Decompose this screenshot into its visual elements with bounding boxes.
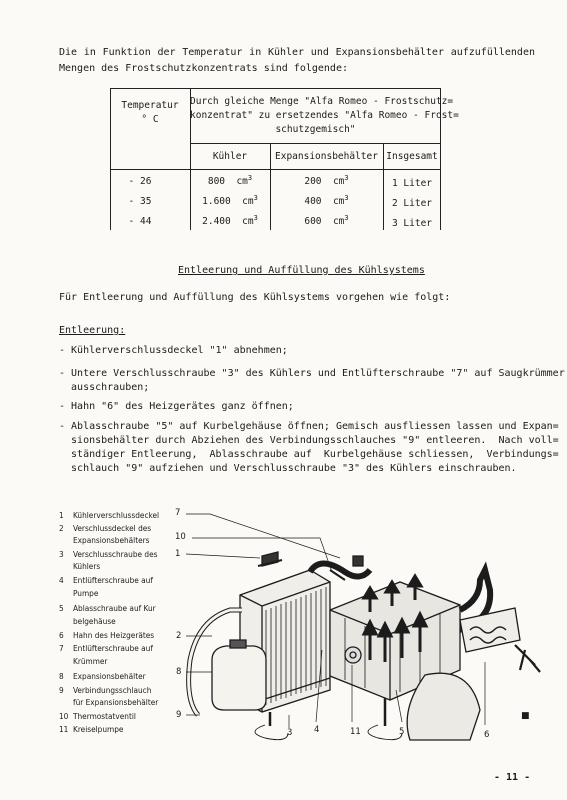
row3-total: 3 Liter <box>391 218 433 229</box>
page-number: - 11 - <box>494 772 531 783</box>
cooling-system-diagram <box>170 500 545 750</box>
row3-temp: - 44 <box>128 216 152 227</box>
step-4-line-1: - Ablasschraube "5" auf Kurbelgehäuse öffnen; Gemisch ausfliessen lassen und Expan= <box>59 421 559 432</box>
label-8: 8 <box>176 667 182 677</box>
row1-kuehler: 800 $cm^3$ <box>207 173 253 187</box>
intro-line-1: Die in Funktion der Temperatur in Kühler und Expansionsbehälter aufzufüllenden <box>59 47 535 58</box>
label-7: 7 <box>175 508 181 518</box>
section-intro: Für Entleerung und Auffüllung des Kühlsystems vorgehen wie folgt: <box>59 292 451 303</box>
label-9: 9 <box>176 710 182 720</box>
label-4: 4 <box>314 725 320 735</box>
row1-total: 1 Liter <box>391 178 433 189</box>
step-2-line-1: - Untere Verschlusschraube "3" des Kühlers und Entlüfterschraube "7" auf Saugkrümmer <box>59 368 565 379</box>
row2-total: 2 Liter <box>391 198 433 209</box>
label-3: 3 <box>287 728 293 738</box>
label-2: 2 <box>176 631 182 641</box>
expansion-tank-graphic <box>212 640 266 710</box>
svg-text:■: ■ <box>521 711 530 721</box>
step-1: - Kühlerverschlussdeckel "1" abnehmen; <box>59 345 288 356</box>
head-group-1: Durch gleiche Menge "Alfa Romeo - Frostschutz= <box>190 96 454 107</box>
head-kuehler: Kühler <box>212 151 248 162</box>
intro-line-2: Mengen des Frostschutzkonzentrats sind folgende: <box>59 63 348 74</box>
section-title: Entleerung und Auffüllung des Kühlsystems <box>178 265 425 276</box>
head-group-2: konzentrat" zu ersetzendes "Alfa Romeo - Frost= <box>190 110 459 121</box>
heater-graphic <box>460 608 520 652</box>
label-5: 5 <box>399 727 405 737</box>
label-10: 10 <box>175 532 186 542</box>
step-4-line-2: sionsbehälter durch Abziehen des Verbindungsschlauches "9" entleeren. Nach voll= <box>59 435 559 446</box>
head-temp-1: Temperatur <box>121 100 179 111</box>
head-total: Insgesamt <box>386 151 438 162</box>
row2-exp: 400 $cm^3$ <box>304 193 349 207</box>
antifreeze-table <box>110 88 459 230</box>
row1-temp: - 26 <box>128 176 152 187</box>
subheading: Entleerung: <box>59 325 126 336</box>
row1-exp: 200 $cm^3$ <box>304 173 349 187</box>
row2-kuehler: 1.600 $cm^3$ <box>202 193 258 207</box>
step-3: - Hahn "6" des Heizgerätes ganz öffnen; <box>59 401 294 412</box>
step-2-line-2: ausschrauben; <box>59 382 150 393</box>
step-4-line-3: ständiger Entleerung, Ablasschraube auf Kurbelgehäuse schliessen, Verbindungs= <box>59 449 559 460</box>
head-exp: Expansionsbehälter <box>275 151 378 162</box>
label-6: 6 <box>484 730 490 740</box>
row3-kuehler: 2.400 $cm^3$ <box>202 213 258 227</box>
head-group-3: schutzgemisch" <box>275 124 356 135</box>
label-11: 11 <box>350 727 361 737</box>
head-temp-2: ° C <box>141 114 159 125</box>
row3-exp: 600 $cm^3$ <box>304 213 349 227</box>
row2-temp: - 35 <box>128 196 152 207</box>
label-1: 1 <box>175 549 181 559</box>
step-4-line-4: schlauch "9" aufziehen und Verschlusschraube "3" des Kühlers einschrauben. <box>59 463 517 474</box>
